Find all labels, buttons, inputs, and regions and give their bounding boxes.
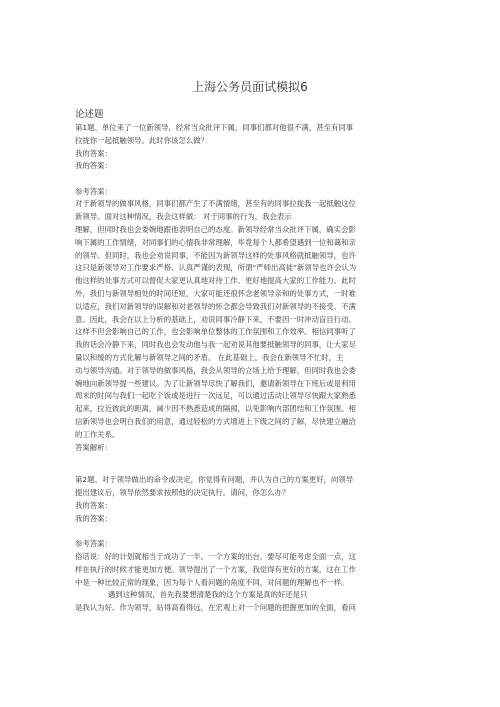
- answer-line: 样在执行的时候才能更加方便。领导提出了一个方案，我觉得有更好的方案，这在工作: [75, 564, 356, 574]
- answer-line: 对于新领导的做事风格，同事们都产生了不满情绪，甚至有的同事拉拢我一起抵触这位: [75, 199, 356, 209]
- answer-line: 外，我们与新领导相处的时间还短，大家可能还很怀念老领导亲和的处事方式，一时难: [75, 289, 356, 299]
- answer-line: 这样不但会影响自己的工作，也会影响单位整体的工作氛围和工作效率。相信同事听了: [75, 327, 356, 337]
- my-answer-label: 我的答案：: [75, 501, 112, 511]
- answer-line: 是我认为好。作为领导，站得高看得远，在宏观上对一个问题的把握更加的全面，看问: [75, 603, 356, 613]
- answer-line: 量以和缓的方式化解与新领导之间的矛盾。 在此基础上，我会在新领导不忙时，主: [75, 353, 344, 363]
- answer-line: 中是一种比较正常的现象，因为每个人看问题的角度不同，对问题的理解也不一样。: [75, 577, 349, 587]
- answer-line: 他这样的处事方式可以督促大家更认真地对待工作、更好地提高大家的工作能力。此时: [75, 276, 356, 286]
- reference-answer-text: [75, 551, 425, 615]
- answer-line: 响下属的工作情绪，对同事们的心情我非常理解，毕竟每个人都希望遇到一位和蔼和亲: [75, 237, 356, 247]
- answer-line: 意。因此，我会在以上分析的基础上，劝说同事冷静下来，不要因一时冲动盲目行动。: [75, 314, 356, 324]
- answer-line: 动与领导沟通。对于领导的做事风格，我会从领导的立场上给予理解，但同时我也会委: [75, 365, 356, 375]
- answer-line: 信新领导也会明白我们的用意，通过轻松的方式增进上下级之间的了解，尽快建立融洽: [75, 417, 356, 427]
- my-answer-label: 我的答案：: [75, 513, 112, 523]
- answer-line: 理解，但同时我也会委婉地跟他表明自己的态度。新领导经常当众批评下属，确实会影: [75, 225, 356, 235]
- answer-line: 俗话说：好的计划就相当于成功了一半。一个方案的出台，要尽可能考虑全面一点，这: [75, 551, 356, 561]
- answer-line: 新领导。面对这种情况，我会这样做： 对于同事的行为，我会表示: [75, 212, 292, 222]
- answer-analysis-label: 答案解析：: [75, 442, 112, 452]
- answer-line: 婉地向新领导提一些建议。为了让新领导尽快了解我们，邀请新领导在下班后或是利用: [75, 378, 356, 388]
- answer-line: 的工作关系。: [75, 429, 120, 439]
- answer-line: 遇到这种情况，首先我要想清楚我的这个方案是真的好还是只: [75, 590, 308, 600]
- reference-answer-text: [75, 198, 425, 441]
- question-1-line: 拉拢你一起抵触领导。此时你该怎么做？: [75, 135, 209, 145]
- question-2-line: 提出建议后，领导依然要求按照他的决定执行。请问，你怎么办？: [75, 488, 290, 498]
- answer-line: 的领导。但同时，我也会劝说同事，不能因为新领导这样的处事风格就抵触领导，也许: [75, 250, 356, 260]
- page-title: 上海公务员面试模拟6: [192, 80, 308, 94]
- answer-line: 这只是新领导对工作要求严格、认真严谨的表现，所谓“严师出高徒”新领导也许会认为: [75, 263, 357, 273]
- my-answer-label: 我的答案：: [75, 161, 112, 171]
- question-2: [75, 474, 425, 614]
- reference-answer-label: 参考答案：: [75, 186, 112, 196]
- question-2-line: 第2题、对于领导做出的命令或决定，你觉得有问题，并认为自己的方案更好，向领导: [75, 475, 354, 485]
- answer-line: 以适应，我们对新领导的误解和对老领导的怀念都会导致我们对新领导的不接受、不满: [75, 301, 356, 311]
- reference-answer-label: 参考答案：: [75, 539, 112, 549]
- answer-line: 起来，拉近彼此的距离，减少因不熟悉造成的隔阂，以免影响内部团结和工作氛围。相: [75, 404, 356, 414]
- document-body: [75, 108, 425, 615]
- section-heading: 论述题: [75, 109, 104, 120]
- answer-line: 我的话会冷静下来，同时我也会发动他与我一起劝说其他要抵触领导的同事，让大家尽: [75, 340, 356, 350]
- question-1-line: 第1题、单位来了一位新领导，经常当众批评下属，同事们都对他很不满，甚至有同事: [75, 123, 354, 132]
- my-answer-label: 我的答案：: [75, 148, 112, 158]
- question-1: [75, 122, 425, 454]
- answer-line: 周末的时间与我们一起吃个饭或是进行一次远足，可以通过活动让领导尽快跟大家熟悉: [75, 391, 356, 401]
